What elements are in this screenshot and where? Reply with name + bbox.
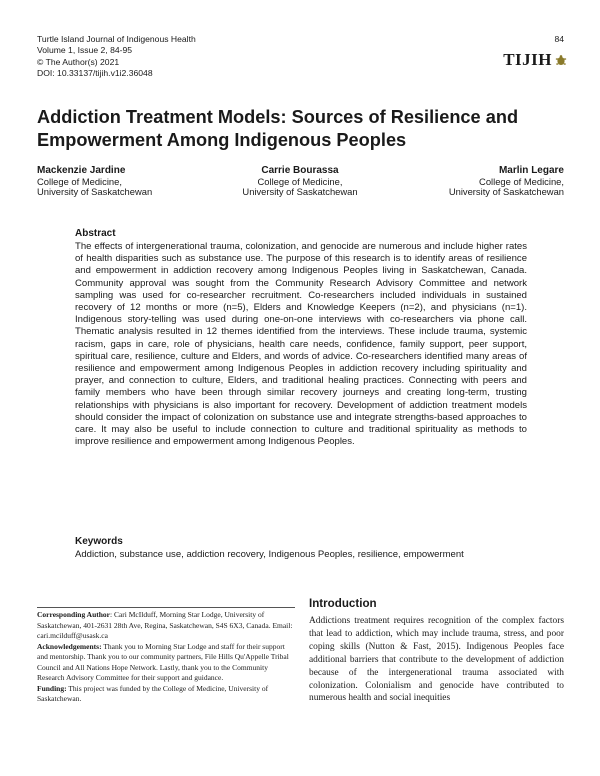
copyright: © The Author(s) 2021 (37, 56, 120, 67)
abstract-heading: Abstract (75, 228, 116, 239)
author-name: Mackenzie Jardine (37, 165, 126, 176)
journal-logo (503, 50, 567, 70)
author-name: Carrie Bourassa (261, 165, 339, 176)
keywords-text: Addiction, substance use, addiction recovery, Indigenous Peoples, resilience, empowerment (75, 549, 464, 560)
introduction-heading: Introduction (309, 597, 377, 610)
doi[interactable]: DOI: 10.33137/tijih.v1i2.36048 (37, 67, 153, 78)
introduction-section (309, 597, 564, 705)
corresponding-text: : Cari McIlduff, Morning Star Lodge, University of Saskatchewan, 401-2631 28th Ave, Regina, Saskatchewan, S4S 6X3, Canada. Email: cari.mcilduff@usask.ca (37, 610, 293, 640)
funding-text: This project was funded by the College of Medicine, University of Saskatchewan. (37, 683, 269, 703)
author-block (37, 166, 152, 198)
author-block (449, 166, 564, 198)
keywords-heading: Keywords (75, 536, 123, 547)
journal-header (37, 34, 196, 79)
logo-text: TIJIH (503, 50, 552, 69)
abstract-text: The effects of intergenerational trauma, colonization, and genocide are numerous and include higher rates of health disparities such as substance use. The purpose of this research is to identify areas of resilience and empowerment in addiction recovery among Indigenous Peoples living in Saskatchewan, Canada. Community approval was sought from the Community Research Advisory Committee and network sampling was used for co-researcher recruitment. Co-researchers included individuals in sustained recovery of 12 months or more (n=5), Elders and Knowledge Keepers (n=2), and physicians (n=1). Indigenous story-telling was used during one-on-one interviews with co-researchers via phone call. Thematic analysis resulted in 12 themes identified from the interviews. These include trauma, systemic racism, gaps in care, role of physicians, health care needs, confidence, family support, peer support, spiritual care, resilience, culture and Elders, and words of advice. Co-researchers identified many areas of resilience and empowerment among Indigenous Peoples in addiction recovery including spirituality and prayer, and connection to culture, Elders, and traditional healing practices. Connecting with peers and family members who have been through similar recovery journeys and creating long-term, trusting relationships with physicians is also important for recovery. Development of addiction treatment models should consider the impact of colonization on substance use and integrate strengths-based approaches to care. It may also be useful to include connection to culture and traditional spirituality as methods to improve resilience and empowerment among Indigenous Peoples. (75, 241, 527, 448)
corresponding-label: Corresponding Author (37, 610, 111, 619)
abstract-section (75, 228, 527, 448)
author-affiliation: University of Saskatchewan (37, 186, 153, 198)
turtle-icon (555, 55, 567, 66)
author-affiliation: College of Medicine, (479, 175, 564, 187)
author-affiliation: University of Saskatchewan (242, 186, 358, 198)
page-number: 84 (554, 34, 564, 44)
journal-name: Turtle Island Journal of Indigenous Health (37, 34, 196, 44)
acknowledgements-text: Thank you to Morning Star Lodge and staff for their support and mentorship. Thank you to our community partners, File Hills Qu'Appelle Tribal Council and All Nations Hope Network. Lastly, thank you to the Community Research Advisory Committee for their support and guidance. (37, 641, 289, 682)
corresponding-author (37, 610, 295, 642)
acknowledgements-label: Acknowledgements: (37, 641, 102, 651)
article-title: Addiction Treatment Models: Sources of Resilience and Empowerment Among Indigenous Peoples (37, 107, 519, 150)
volume-issue: Volume 1, Issue 2, 84-95 (37, 45, 133, 56)
author-name: Marlin Legare (498, 165, 564, 176)
author-affiliation: College of Medicine, (257, 175, 343, 187)
author-affiliation: College of Medicine, (37, 175, 122, 187)
author-block (230, 166, 370, 198)
introduction-text: Addictions treatment requires recognition of the complex factors that lead to addiction, which may include trauma, stress, and poor coping skills (Nutton & Fast, 2015). Indigenous Peoples face additional barriers that contribute to the development of addiction because of the intergenerational trauma associated with colonization. Colonialism and genocide have contributed to numerous health and social inequities (309, 616, 564, 704)
funding (37, 684, 295, 705)
funding-label: Funding: (37, 683, 67, 693)
acknowledgements (37, 642, 295, 684)
footnote (37, 607, 295, 705)
keywords-section (75, 536, 527, 561)
author-affiliation: University of Saskatchewan (448, 186, 564, 198)
